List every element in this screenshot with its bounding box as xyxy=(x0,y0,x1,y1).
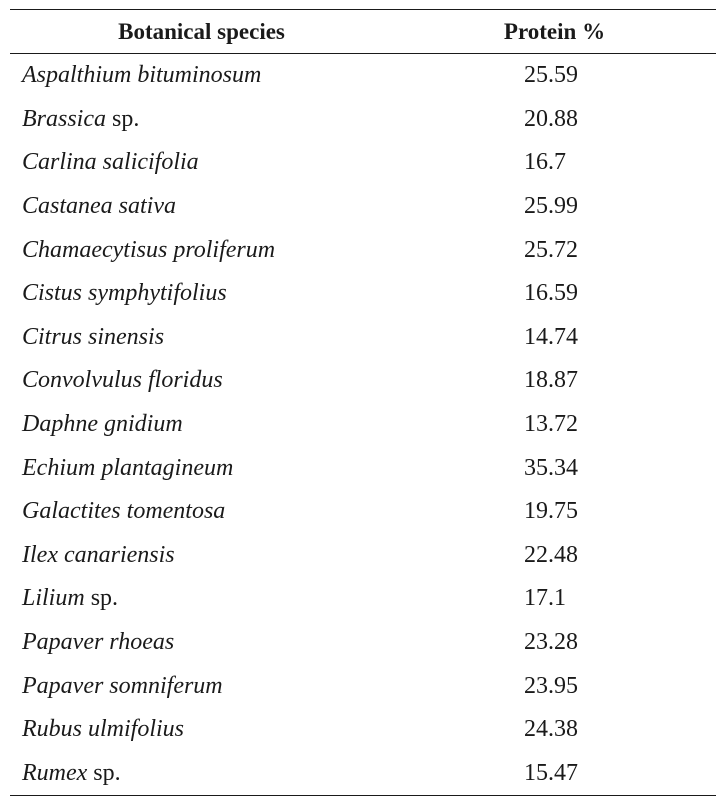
protein-cell: 25.59 xyxy=(524,62,578,89)
protein-cell: 17.1 xyxy=(524,585,566,612)
protein-cell: 20.88 xyxy=(524,105,578,132)
protein-cell: 14.74 xyxy=(524,323,578,350)
species-name: Rubus ulmifolius xyxy=(22,716,185,743)
species-name: Aspalthium bituminosum xyxy=(22,62,262,89)
species-name: Carlina salicifolia xyxy=(22,149,199,176)
protein-cell: 35.34 xyxy=(524,454,578,481)
table-row xyxy=(10,359,716,403)
table-row xyxy=(10,185,716,229)
species-cell xyxy=(10,664,393,708)
table-row xyxy=(10,534,716,578)
species-cell xyxy=(10,228,393,272)
protein-cell: 23.28 xyxy=(524,629,578,656)
species-cell xyxy=(10,752,393,796)
species-cell xyxy=(10,359,393,403)
species-name: Ilex canariensis xyxy=(22,541,175,568)
species-cell xyxy=(10,316,393,360)
species-name: Citrus sinensis xyxy=(22,323,165,350)
table-row xyxy=(10,98,716,142)
table-row xyxy=(10,490,716,534)
protein-cell: 16.59 xyxy=(524,280,578,307)
species-name: Papaver rhoeas xyxy=(22,629,175,656)
table-row xyxy=(10,141,716,185)
species-name: Brassica xyxy=(22,105,106,132)
species-cell xyxy=(10,141,393,185)
table-row xyxy=(10,708,716,752)
species-cell xyxy=(10,621,393,665)
species-cell xyxy=(10,54,393,98)
table-row xyxy=(10,752,716,796)
species-suffix: sp. xyxy=(84,585,119,612)
species-cell xyxy=(10,403,393,447)
table-row xyxy=(10,664,716,708)
species-name: Echium plantagineum xyxy=(22,454,234,481)
species-cell xyxy=(10,534,393,578)
species-name: Convolvulus floridus xyxy=(22,367,223,394)
protein-cell: 16.7 xyxy=(524,149,566,176)
protein-cell: 24.38 xyxy=(524,716,578,743)
species-name: Papaver somniferum xyxy=(22,672,223,699)
species-cell xyxy=(10,577,393,621)
table-row xyxy=(10,577,716,621)
species-cell xyxy=(10,490,393,534)
species-name: Rumex xyxy=(22,759,88,786)
species-cell xyxy=(10,272,393,316)
table-row xyxy=(10,403,716,447)
species-cell xyxy=(10,446,393,490)
species-name: Lilium xyxy=(22,585,85,612)
species-name: Cistus symphytifolius xyxy=(22,280,227,307)
header-species: Botanical species xyxy=(118,18,285,44)
species-cell xyxy=(10,98,393,142)
header-row xyxy=(10,10,716,54)
protein-cell: 25.72 xyxy=(524,236,578,263)
protein-cell: 18.87 xyxy=(524,367,578,394)
species-name: Galactites tomentosa xyxy=(22,498,226,525)
species-cell xyxy=(10,185,393,229)
species-suffix: sp. xyxy=(87,759,121,786)
species-name: Daphne gnidium xyxy=(22,411,183,438)
table-row xyxy=(10,272,716,316)
table-row xyxy=(10,316,716,360)
protein-cell: 19.75 xyxy=(524,498,578,525)
protein-cell: 22.48 xyxy=(524,541,578,568)
species-name: Chamaecytisus proliferum xyxy=(22,236,276,263)
protein-cell: 25.99 xyxy=(524,193,578,220)
species-suffix: sp. xyxy=(106,105,140,132)
protein-table xyxy=(10,9,716,796)
protein-cell: 15.47 xyxy=(524,759,578,786)
table-row xyxy=(10,446,716,490)
species-cell xyxy=(10,708,393,752)
table-header xyxy=(10,10,716,54)
table-body xyxy=(10,54,716,796)
table-row xyxy=(10,228,716,272)
protein-cell: 13.72 xyxy=(524,411,578,438)
table-row xyxy=(10,54,716,98)
protein-table-container xyxy=(10,9,716,796)
table-row xyxy=(10,621,716,665)
species-name: Castanea sativa xyxy=(22,193,176,220)
header-protein: Protein % xyxy=(503,18,606,44)
protein-cell: 23.95 xyxy=(524,672,578,699)
